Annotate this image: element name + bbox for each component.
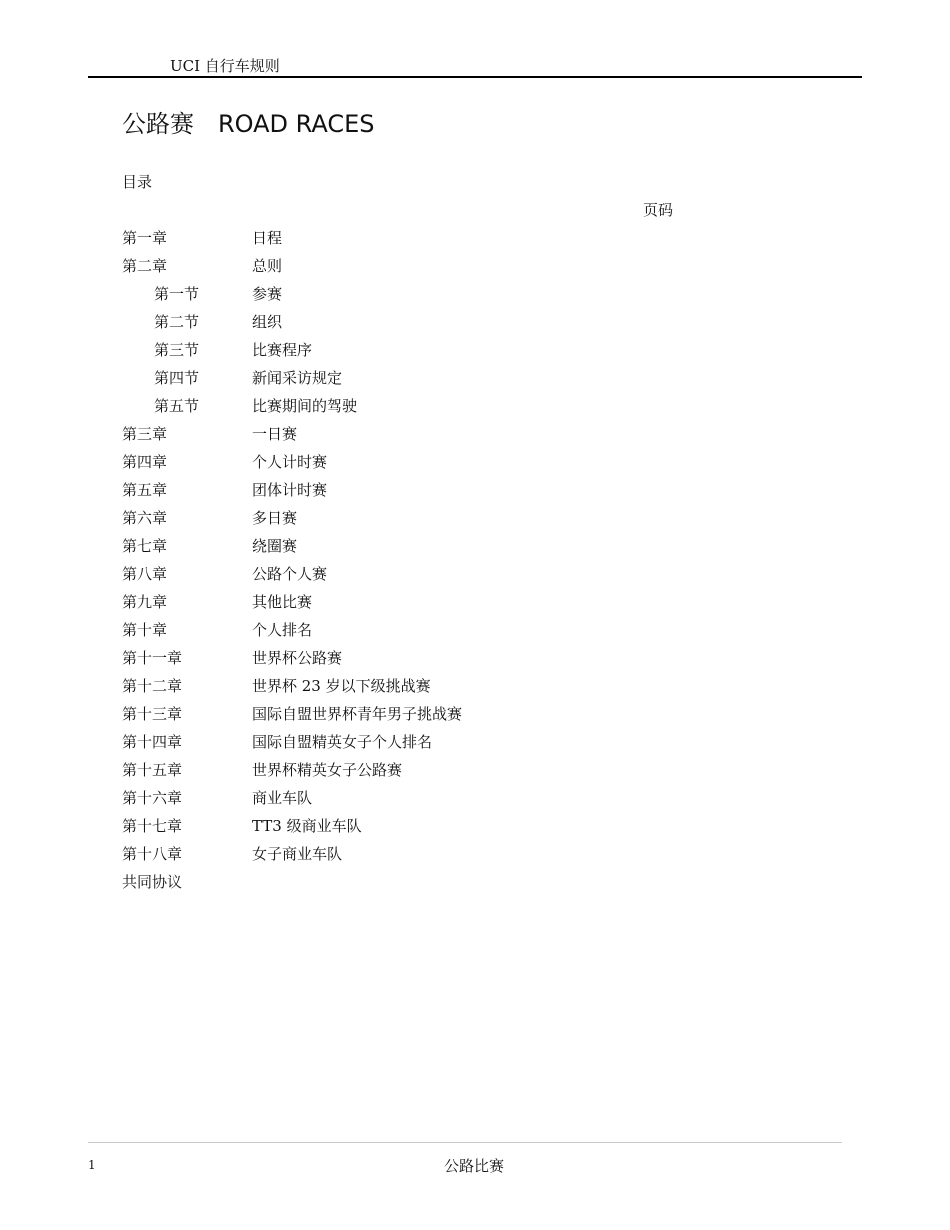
footer-text: 公路比赛 (444, 1157, 505, 1175)
toc-entry-title: 世界杯精英女子公路赛 (252, 761, 403, 779)
toc-entry-title: 公路个人赛 (252, 565, 328, 583)
toc-chapter-entry (122, 256, 722, 284)
footer-divider (88, 1142, 842, 1143)
toc-entry-number: 第一章 (122, 229, 168, 247)
toc-entry-number: 第五节 (154, 397, 200, 415)
toc-entry-title: 世界杯公路赛 (252, 649, 343, 667)
toc-entry-number: 共同协议 (122, 873, 183, 891)
toc-chapter-entry (122, 676, 722, 704)
toc-entry-number: 第八章 (122, 565, 168, 583)
footer-page-number: 1 (88, 1158, 96, 1172)
toc-entry-title: 比赛期间的驾驶 (252, 397, 358, 415)
toc-entry-number: 第十三章 (122, 705, 183, 723)
toc-entry-title: 女子商业车队 (252, 845, 343, 863)
toc-chapter-entry (122, 732, 722, 760)
toc-entry-number: 第五章 (122, 481, 168, 499)
toc-entry-number: 第二章 (122, 257, 168, 275)
toc-entry-title: 比赛程序 (252, 341, 313, 359)
toc-entry-title: 个人计时赛 (252, 453, 328, 471)
toc-chapter-entry (122, 564, 722, 592)
toc-entry-title: 绕圈赛 (252, 537, 298, 555)
toc-chapter-entry (122, 816, 722, 844)
toc-entry-title: 国际自盟精英女子个人排名 (252, 733, 433, 751)
running-header: UCI 自行车规则 (170, 57, 280, 75)
table-of-contents (122, 228, 722, 900)
toc-entry-number: 第十八章 (122, 845, 183, 863)
toc-entry-title: TT3 级商业车队 (252, 817, 362, 835)
toc-chapter-entry (122, 592, 722, 620)
toc-entry-title: 多日赛 (252, 509, 298, 527)
toc-section-entry (122, 396, 722, 424)
toc-entry-number: 第四章 (122, 453, 168, 471)
toc-chapter-entry (122, 228, 722, 256)
toc-entry-number: 第三节 (154, 341, 200, 359)
toc-entry-title: 参赛 (252, 285, 283, 303)
header-divider (88, 76, 862, 78)
toc-chapter-entry (122, 620, 722, 648)
toc-chapter-entry (122, 536, 722, 564)
page-number-column-label: 页码 (643, 201, 674, 219)
toc-chapter-entry (122, 760, 722, 788)
toc-entry-title: 一日赛 (252, 425, 298, 443)
toc-entry-title: 个人排名 (252, 621, 313, 639)
toc-entry-title: 世界杯 23 岁以下级挑战赛 (252, 677, 431, 695)
toc-entry-number: 第十五章 (122, 761, 183, 779)
toc-entry-title: 团体计时赛 (252, 481, 328, 499)
toc-chapter-entry (122, 424, 722, 452)
toc-chapter-entry (122, 508, 722, 536)
toc-chapter-entry (122, 704, 722, 732)
toc-entry-number: 第十四章 (122, 733, 183, 751)
toc-section-entry (122, 340, 722, 368)
document-title: 公路赛 ROAD RACES (122, 110, 375, 138)
toc-entry-number: 第十七章 (122, 817, 183, 835)
toc-section-entry (122, 312, 722, 340)
toc-section-entry (122, 368, 722, 396)
toc-entry-title: 总则 (252, 257, 283, 275)
toc-entry-number: 第七章 (122, 537, 168, 555)
toc-entry-number: 第二节 (154, 313, 200, 331)
toc-heading: 目录 (122, 173, 153, 191)
toc-entry-title: 新闻采访规定 (252, 369, 343, 387)
toc-entry-number: 第九章 (122, 593, 168, 611)
toc-chapter-entry (122, 872, 722, 900)
toc-chapter-entry (122, 788, 722, 816)
toc-chapter-entry (122, 648, 722, 676)
toc-entry-number: 第三章 (122, 425, 168, 443)
toc-entry-title: 其他比赛 (252, 593, 313, 611)
toc-chapter-entry (122, 844, 722, 872)
toc-chapter-entry (122, 480, 722, 508)
toc-entry-number: 第四节 (154, 369, 200, 387)
toc-entry-title: 商业车队 (252, 789, 313, 807)
toc-entry-number: 第十六章 (122, 789, 183, 807)
toc-chapter-entry (122, 452, 722, 480)
toc-entry-title: 组织 (252, 313, 283, 331)
toc-entry-number: 第六章 (122, 509, 168, 527)
toc-entry-number: 第十二章 (122, 677, 183, 695)
toc-entry-title: 日程 (252, 229, 283, 247)
toc-entry-number: 第十章 (122, 621, 168, 639)
toc-entry-title: 国际自盟世界杯青年男子挑战赛 (252, 705, 463, 723)
toc-section-entry (122, 284, 722, 312)
toc-entry-number: 第一节 (154, 285, 200, 303)
toc-entry-number: 第十一章 (122, 649, 183, 667)
